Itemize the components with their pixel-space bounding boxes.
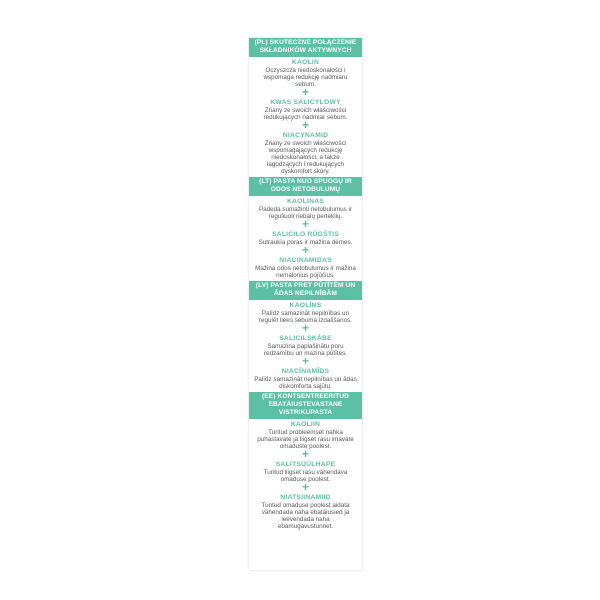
ingredient-description: Mažina odos netobulumus ir mažina nemalonius pojūčius. [255, 265, 356, 279]
ingredient-name: SALICILSKĀBE [279, 335, 332, 342]
ingredient-description: Tuntud probleemset nahka puhastavate ja liigset rasu imavate omaduste poolest. [257, 429, 354, 450]
ingredient-label-strip [249, 38, 362, 570]
section-header: (LV) PASTA PRET PŪTĪTĒM UN ĀDAS NEPILNĪBĀM [249, 281, 362, 300]
plus-icon: + [301, 480, 309, 494]
plus-icon: + [301, 447, 309, 461]
ingredient-item [249, 57, 362, 88]
section-pl [249, 38, 362, 177]
ingredient-item [249, 130, 362, 175]
section-lv [249, 281, 362, 392]
ingredient-name: KWAS SALICYLOWY [270, 99, 341, 106]
ingredient-description: Palīdz samazināt nepilnības un ādas diskomforta sajūtu. [254, 376, 357, 390]
plus-icon: + [301, 243, 309, 257]
plus-icon: + [301, 85, 309, 99]
ingredient-description: Samazina paplašinātu poru redzamību un mazina pūtītes. [264, 343, 347, 357]
ingredient-description: Sutraukia poras ir mažina dėmes. [258, 239, 353, 246]
section-ee [249, 392, 362, 530]
ingredient-name: SALITSÜÜLHAPE [275, 461, 336, 468]
section-lt [249, 177, 362, 281]
ingredient-name: KAOLĪNS [289, 302, 322, 309]
ingredient-item [249, 255, 362, 279]
plus-icon: + [301, 217, 309, 231]
ingredient-name: NIACINAMIDAS [279, 257, 332, 264]
ingredient-description: Palīdz samazināt nepilnības un regulēt lieko sebuma izdalīšanos. [258, 310, 353, 324]
ingredient-description: Znany ze swoich właściwości redukujących nadmiar sebum. [263, 107, 348, 121]
ingredient-name: SALICILO RŪGŠTIS [271, 231, 340, 238]
section-header: (PL) SKUTECZNE POŁĄCZENIE SKŁADNIKÓW AKTYWNYCH [249, 38, 362, 57]
ingredient-item [249, 366, 362, 390]
plus-icon: + [301, 118, 309, 132]
ingredient-name: NIATSIINAMIID [280, 494, 331, 501]
ingredient-name: KAOLIN [291, 59, 320, 66]
ingredient-name: NIACĪNAMĪDS [281, 368, 330, 375]
ingredient-description: Oczyszcza niedoskonałości i wspomaga redukcję nadmiaru sebum. [263, 67, 348, 88]
ingredient-name: NIACYNAMID [282, 132, 329, 139]
ingredient-name: KAOLINAS [286, 198, 325, 205]
ingredient-description: Padeda sumažinti netobulumus ir reguliuoti riebalų perteklių. [258, 206, 353, 220]
plus-icon: + [301, 321, 309, 335]
ingredient-description: Tuntud liigset rasu vähendava omaduse poolest. [263, 469, 348, 483]
ingredient-item [249, 419, 362, 450]
section-header: (EE) KONTSENTREERITUD EBATÄIUSTEVASTANE VISTRIKUPASTA [249, 392, 362, 419]
section-header: (LT) PASTA NUO SPUOGŲ IR ODOS NETOBULUMŲ [249, 177, 362, 196]
ingredient-name: KAOLIIN [290, 421, 321, 428]
plus-icon: + [301, 354, 309, 368]
ingredient-description: Znany ze swoich właściwości wspomagających redukcję niedoskonałości, a także łagodzących i redukujących dyskomfort skóry. [264, 140, 347, 175]
ingredient-item [249, 492, 362, 530]
ingredient-description: Tuntud omaduse poolest aidata vähendada naha ebatäiusied ja leevendada naha ebamugavustunnet. [261, 502, 350, 530]
